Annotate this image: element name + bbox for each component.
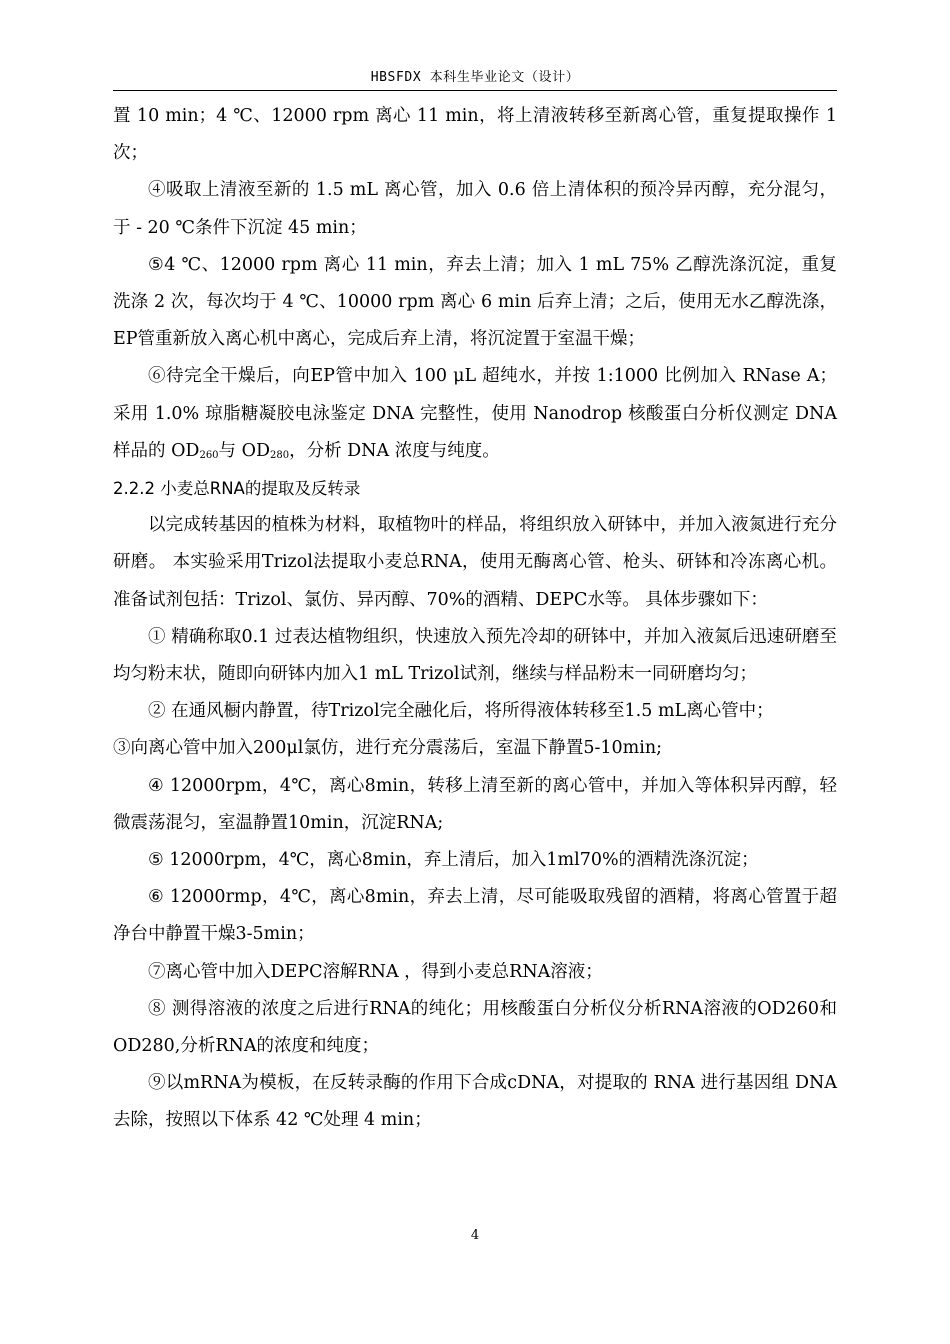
document-body	[113, 98, 837, 1140]
paragraph-step-5: ⑤4 ℃、12000 rpm 离心 11 min，弃去上清；加入 1 mL 75% 乙醇洗涤沉淀，重复洗涤 2 次，每次均于 4 ℃、10000 rpm 离心 6 min 后弃上清；之后，使用无水乙醇洗涤，EP管重新放入离心机中离心，完成后弃上清，将沉淀置于室温干燥；	[113, 254, 837, 350]
paragraph-step-6	[113, 358, 837, 470]
paragraph-rna-step-7: ⑦离心管中加入DEPC溶解RNA ，得到小麦总RNA溶液；	[148, 961, 603, 982]
od-subscript-260: 260	[199, 449, 219, 461]
header-divider	[113, 90, 837, 91]
section-heading: 2.2.2 小麦总RNA的提取及反转录	[113, 479, 361, 499]
od-subscript-280: 280	[270, 449, 290, 461]
paragraph-rna-step-1: ① 精确称取0.1 过表达植物组织，快速放入预先冷却的研钵中，并加入液氮后迅速研磨至均匀粉末状，随即向研钵内加入1 mL Trizol试剂，继续与样品粉末一同研磨均匀；	[113, 626, 837, 685]
paragraph-step-4: ④吸取上清液至新的 1.5 mL 离心管，加入 0.6 倍上清体积的预冷异丙醇，充分混匀，于 - 20 ℃条件下沉淀 45 min；	[113, 180, 837, 238]
paragraph-rna-step-3: ③向离心管中加入200μl氯仿，进行充分震荡后，室温下静置5-10min;	[113, 738, 663, 759]
paragraph-rna-step-8: ⑧ 测得溶液的浓度之后进行RNA的纯化；用核酸蛋白分析仪分析RNA溶液的OD260和OD280,分析RNA的浓度和纯度；	[113, 998, 837, 1057]
paragraph-intro: 以完成转基因的植株为材料，取植物叶的样品，将组织放入研钵中，并加入液氮进行充分研磨。 本实验采用Trizol法提取小麦总RNA，使用无酶离心管、枪头、研钵和冷冻离心机。 准备试剂包括：Trizol、氯仿、异丙醇、70%的酒精、DEPC水等。 具体步骤如下：	[113, 515, 837, 610]
step-6-text-c: ，分析 DNA 浓度与纯度。	[289, 440, 500, 461]
paragraph-rna-step-4: ④ 12000rpm，4℃，离心8min，转移上清至新的离心管中，并加入等体积异丙醇，轻微震荡混匀，室温静置10min，沉淀RNA;	[113, 775, 837, 833]
step-6-text-b: 与 OD	[218, 440, 270, 461]
page-header: HBSFDX 本科生毕业论文（设计）	[370, 70, 580, 85]
paragraph-rna-step-6: ⑥ 12000rmp，4℃，离心8min，弃去上清，尽可能吸取残留的酒精，将离心管置于超净台中静置干燥3-5min；	[113, 887, 837, 945]
paragraph-rna-step-5: ⑤ 12000rpm，4℃，离心8min，弃上清后，加入1ml70%的酒精洗涤沉淀；	[148, 850, 759, 871]
paragraph-continuation: 置 10 min；4 ℃、12000 rpm 离心 11 min，将上清液转移至新离心管，重复提取操作 1 次；	[113, 106, 837, 164]
step-6-text: ⑥待完全干燥后，向EP管中加入 100 μL 超纯水，并按 1:1000 比例加入 RNase A；采用 1.0% 琼脂糖凝胶电泳鉴定 DNA 完整性，使用 Nanodrop 核酸蛋白分析仪测定 DNA 样品的 OD	[113, 366, 837, 461]
paragraph-rna-step-9: ⑨以mRNA为模板，在反转录酶的作用下合成cDNA，对提取的 RNA 进行基因组 DNA 去除，按照以下体系 42 ℃处理 4 min；	[113, 1073, 837, 1131]
page-number: 4	[470, 1228, 480, 1243]
paragraph-rna-step-2: ② 在通风橱内静置，待Trizol完全融化后，将所得液体转移至1.5 mL离心管中；	[148, 701, 774, 722]
